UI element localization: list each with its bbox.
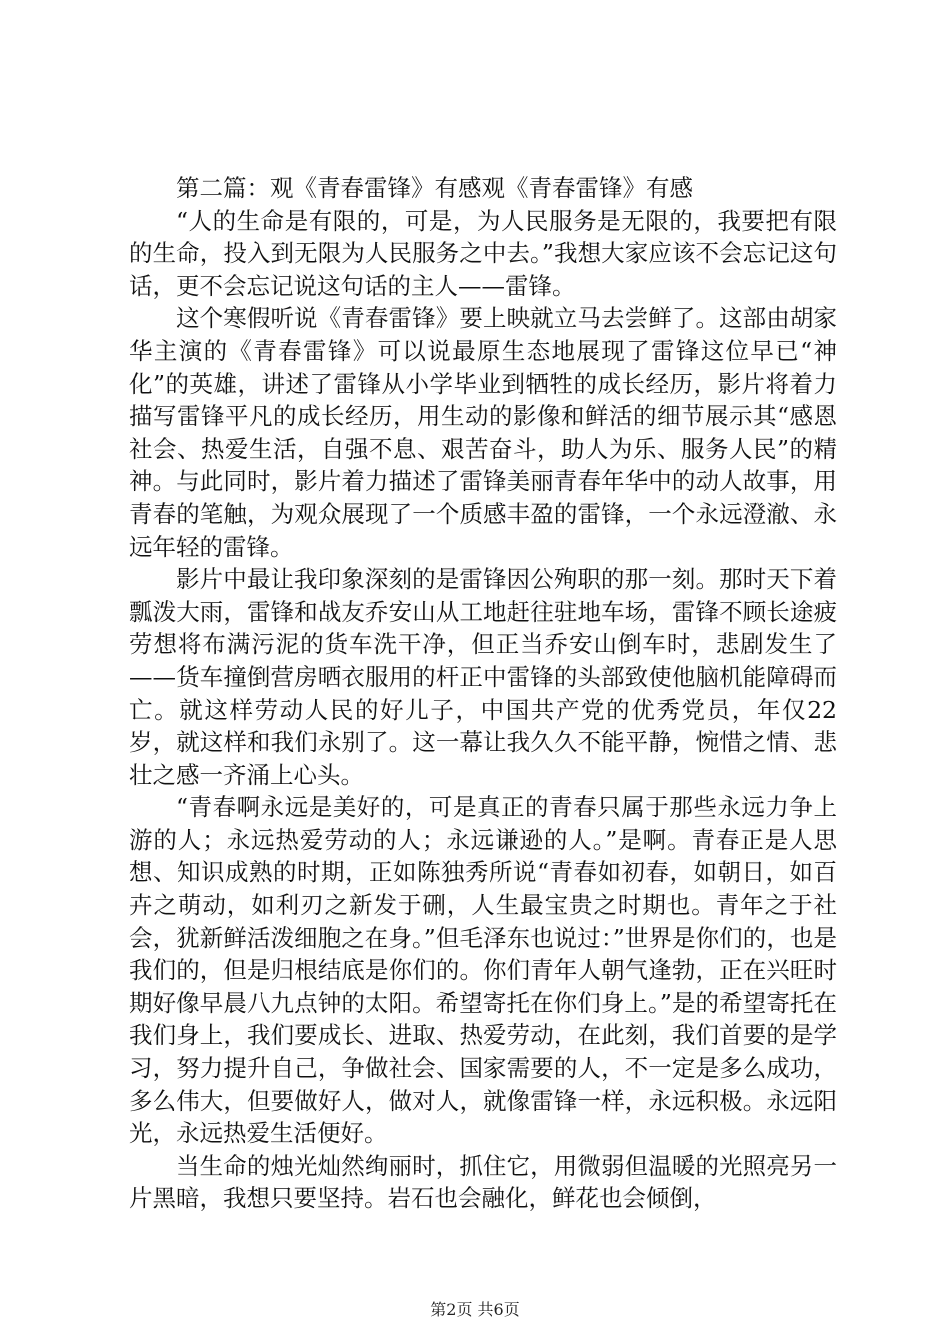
paragraph-4: “青春啊永远是美好的，可是真正的青春只属于那些永远力争上游的人；永远热爱劳动的人；永远谦逊的人。”是啊。青春正是人思想、知识成熟的时期，正如陈独秀所说“青春如初春，如朝日，如百卉之萌动，如利刃之新发于硎，人生最宝贵之时期也。青年之于社会，犹新鲜活泼细胞之在身。”但毛泽东也说过：”世界是你们的，也是我们的，但是归根结底是你们的。你们青年人朝气逢勃，正在兴旺时期好像早晨八九点钟的太阳。希望寄托在你们身上。”是的希望寄托在我们身上，我们要成长、进取、热爱劳动，在此刻，我们首要的是学习，努力提升自己，争做社会、国家需要的人，不一定是多么成功，多么伟大，但要做好人，做对人，就像雷锋一样，永远积极。永远阳光，永远热爱生活便好。 bbox=[129, 793, 837, 1148]
paragraph-2: 这个寒假听说《青春雷锋》要上映就立马去尝鲜了。这部由胡家华主演的《青春雷锋》可以说最原生态地展现了雷锋这位早已“神化”的英雄，讲述了雷锋从小学毕业到牺牲的成长经历，影片将着力描写雷锋平凡的成长经历，用生动的影像和鲜活的细节展示其“感恩社会、热爱生活，自强不息、艰苦奋斗，助人为乐、服务人民”的精神。与此同时，影片着力描述了雷锋美丽青春年华中的动人故事，用青春的笔触，为观众展现了一个质感丰盈的雷锋，一个永远澄澈、永远年轻的雷锋。 bbox=[129, 304, 837, 561]
page-footer: 第2页 共6页 bbox=[430, 1300, 520, 1319]
document-body bbox=[129, 172, 837, 1215]
paragraph-1: “人的生命是有限的，可是，为人民服务是无限的，我要把有限的生命，投入到无限为人民服务之中去。”我想大家应该不会忘记这句话，更不会忘记说这句话的主人——雷锋。 bbox=[129, 206, 837, 300]
document-title: 第二篇：观《青春雷锋》有感观《青春雷锋》有感 bbox=[176, 174, 693, 202]
paragraph-5: 当生命的烛光灿然绚丽时，抓住它，用微弱但温暖的光照亮另一片黑暗，我想只要坚持。岩石也会融化，鲜花也会倾倒， bbox=[129, 1151, 837, 1213]
paragraph-3: 影片中最让我印象深刻的是雷锋因公殉职的那一刻。那时天下着瓢泼大雨，雷锋和战友乔安山从工地赶往驻地车场，雷锋不顾长途疲劳想将布满污泥的货车洗干净，但正当乔安山倒车时，悲剧发生了——货车撞倒营房晒衣服用的杆正中雷锋的头部致使他脑机能障碍而亡。就这样劳动人民的好儿子，中国共产党的优秀党员，年仅22岁，就这样和我们永别了。这一幕让我久久不能平静，惋惜之情、悲壮之感一齐涌上心头。 bbox=[129, 565, 837, 789]
